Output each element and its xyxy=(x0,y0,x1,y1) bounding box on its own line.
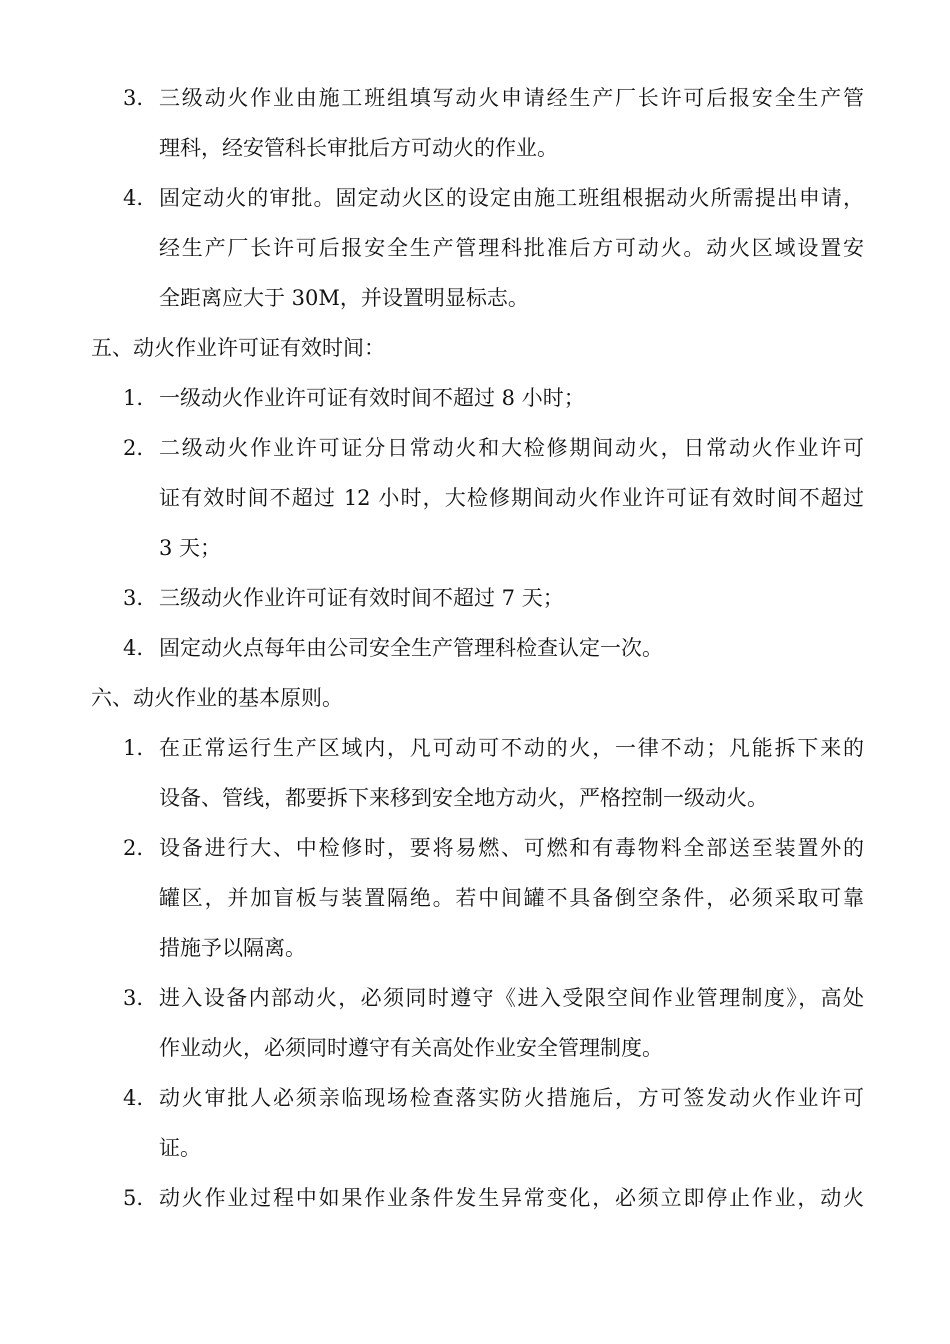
list-item-text: 三级动火作业许可证有效时间不超过 7 天； xyxy=(159,586,564,610)
list-item-number: 2. xyxy=(123,836,144,860)
list-item-number: 3. xyxy=(123,986,144,1010)
list-item-text: 全距离应大于 30M，并设置明显标志。 xyxy=(159,286,529,310)
list-item-number: 4. xyxy=(123,636,144,660)
list-item-text: 固定动火的审批。固定动火区的设定由施工班组根据动火所需提出申请， xyxy=(159,186,864,210)
list-item-text: 动火审批人必须亲临现场检查落实防火措施后，方可签发动火作业许可 xyxy=(159,1086,864,1110)
list-item-number: 3. xyxy=(123,586,144,610)
list-item-number: 4. xyxy=(123,1086,144,1110)
list-item-text: 3 天； xyxy=(159,536,222,560)
list-item-number: 5. xyxy=(123,1186,144,1210)
list-item-number: 3. xyxy=(123,86,144,110)
list-item-text: 在正常运行生产区域内，凡可动可不动的火，一律不动；凡能拆下来的 xyxy=(159,736,864,760)
section-heading-text: 六、动火作业的基本原则。 xyxy=(91,686,343,710)
list-item-text: 经生产厂长许可后报安全生产管理科批准后方可动火。动火区域设置安 xyxy=(159,236,864,260)
list-item-text: 三级动火作业由施工班组填写动火申请经生产厂长许可后报安全生产管 xyxy=(159,86,864,110)
list-item-text: 动火作业过程中如果作业条件发生异常变化，必须立即停止作业，动火 xyxy=(159,1186,864,1210)
list-item-text: 证有效时间不超过 12 小时，大检修期间动火作业许可证有效时间不超过 xyxy=(159,486,864,510)
list-item-number: 1. xyxy=(123,386,144,410)
list-item-number: 4. xyxy=(123,186,144,210)
list-item-text: 一级动火作业许可证有效时间不超过 8 小时； xyxy=(159,386,585,410)
section-heading-text: 五、动火作业许可证有效时间： xyxy=(91,336,385,360)
list-item-text: 证。 xyxy=(159,1136,201,1160)
list-item-text: 罐区，并加盲板与装置隔绝。若中间罐不具备倒空条件，必须采取可靠 xyxy=(159,886,864,910)
list-item-number: 2. xyxy=(123,436,144,460)
list-item-text: 二级动火作业许可证分日常动火和大检修期间动火，日常动火作业许可 xyxy=(159,436,864,460)
list-item-text: 进入设备内部动火，必须同时遵守《进入受限空间作业管理制度》，高处 xyxy=(159,986,864,1010)
list-item-text: 设备、管线，都要拆下来移到安全地方动火，严格控制一级动火。 xyxy=(159,786,768,810)
list-item-text: 固定动火点每年由公司安全生产管理科检查认定一次。 xyxy=(159,636,663,660)
list-item-text: 措施予以隔离。 xyxy=(159,936,306,960)
list-item-text: 理科，经安管科长审批后方可动火的作业。 xyxy=(159,136,558,160)
list-item-number: 1. xyxy=(123,736,144,760)
list-item-text: 作业动火，必须同时遵守有关高处作业安全管理制度。 xyxy=(159,1036,663,1060)
list-item-text: 设备进行大、中检修时，要将易燃、可燃和有毒物料全部送至装置外的 xyxy=(159,836,864,860)
